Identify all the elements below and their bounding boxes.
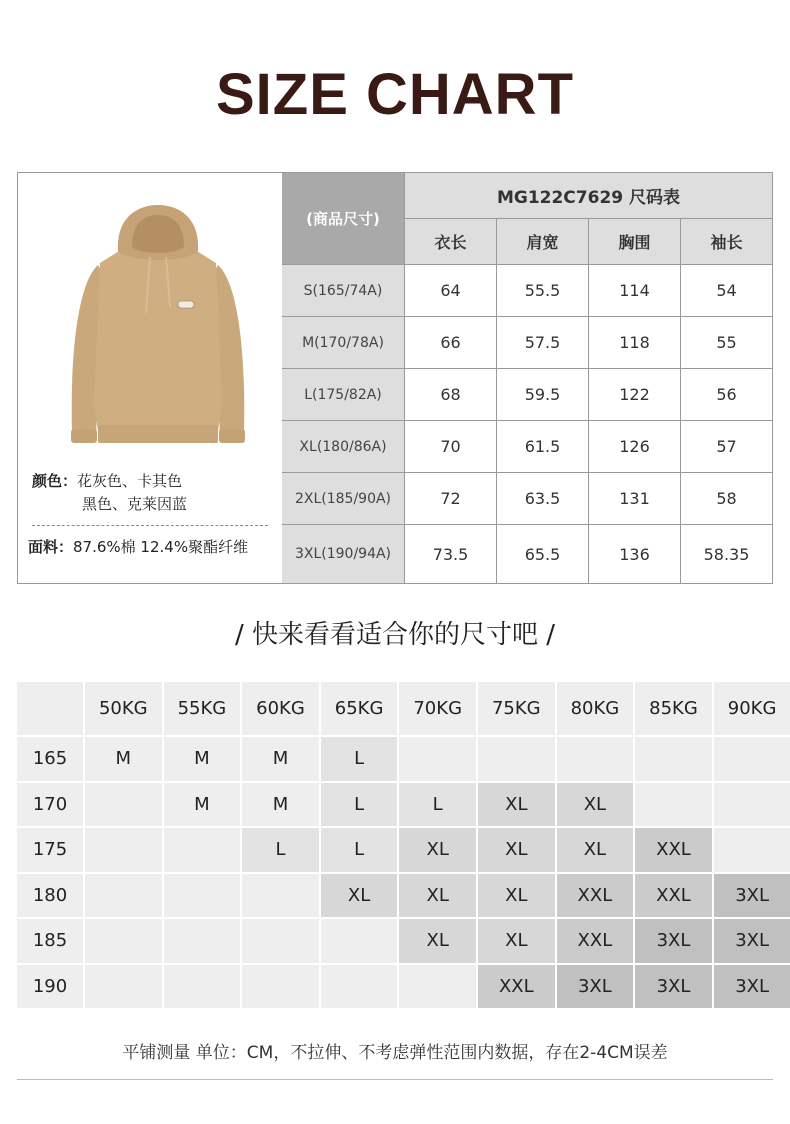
spec-value: 122 (589, 369, 681, 421)
size-cell: 3XL (714, 919, 790, 963)
weight-header: 50KG (85, 682, 162, 735)
column-header: 衣长 (405, 219, 497, 265)
size-cell: 3XL (635, 919, 712, 963)
size-cell: M (164, 783, 241, 827)
size-cell: 3XL (714, 874, 790, 918)
size-cell: XL (478, 919, 555, 963)
weight-header: 80KG (557, 682, 634, 735)
empty-cell (242, 874, 319, 918)
spec-value: 55.5 (497, 265, 589, 317)
empty-cell (242, 919, 319, 963)
size-cell: L (321, 828, 398, 872)
spec-value: 131 (589, 473, 681, 525)
height-label: 180 (17, 874, 83, 918)
spec-value: 57.5 (497, 317, 589, 369)
empty-cell (85, 828, 162, 872)
colors-info (32, 470, 187, 516)
empty-cell (164, 965, 241, 1009)
colors-label: 颜色： (32, 472, 78, 490)
height-label: 175 (17, 828, 83, 872)
empty-cell (164, 919, 241, 963)
weight-header: 85KG (635, 682, 712, 735)
size-cell: XXL (557, 919, 634, 963)
subtitle: / 快来看看适合你的尺寸吧 / (234, 620, 556, 650)
product-panel (18, 173, 283, 583)
size-cell: M (242, 783, 319, 827)
spec-value: 63.5 (497, 473, 589, 525)
size-cell: XL (478, 874, 555, 918)
spec-value: 65.5 (497, 525, 589, 583)
empty-cell (164, 874, 241, 918)
height-label: 165 (17, 737, 83, 781)
size-cell: XL (478, 783, 555, 827)
empty-cell (714, 737, 790, 781)
size-cell: XXL (557, 874, 634, 918)
empty-cell (714, 783, 790, 827)
size-cell: 3XL (635, 965, 712, 1009)
size-cell: XL (399, 828, 476, 872)
empty-cell (321, 919, 398, 963)
height-label: 170 (17, 783, 83, 827)
spec-table (17, 172, 773, 584)
size-cell: XL (557, 828, 634, 872)
measure-note: 平铺测量 单位：CM，不拉伸、不考虑弹性范围内数据，存在2-4CM误差 (122, 1043, 668, 1063)
spec-value: 70 (405, 421, 497, 473)
spec-value: 61.5 (497, 421, 589, 473)
size-row-label: XL(180/86A) (282, 421, 405, 473)
spec-value: 72 (405, 473, 497, 525)
spec-value: 66 (405, 317, 497, 369)
empty-cell (164, 828, 241, 872)
empty-cell (321, 965, 398, 1009)
model-header: MG122C7629 尺码表 (405, 173, 772, 219)
spec-value: 58.35 (703, 544, 750, 564)
size-cell: M (242, 737, 319, 781)
spec-value: 55 (681, 317, 772, 369)
size-cell: L (321, 783, 398, 827)
material-value: 87.6%棉 12.4%聚酯纤维 (73, 538, 249, 556)
size-cell: L (399, 783, 476, 827)
size-cell: XL (321, 874, 398, 918)
hoodie-image (58, 203, 258, 463)
spec-value: 73.5 (405, 525, 497, 583)
empty-cell (242, 965, 319, 1009)
spec-value: 64 (405, 265, 497, 317)
spec-value: 54 (681, 265, 772, 317)
colors-line1: 花灰色、卡其色 (77, 472, 183, 490)
spec-value: 59.5 (497, 369, 589, 421)
size-cell: XL (478, 828, 555, 872)
spec-value: 114 (589, 265, 681, 317)
height-label: 190 (17, 965, 83, 1009)
material-info (28, 536, 248, 557)
spec-value: 126 (589, 421, 681, 473)
page-title: SIZE CHART (216, 62, 574, 127)
empty-cell (85, 965, 162, 1009)
spec-value: 56 (681, 369, 772, 421)
empty-cell (85, 783, 162, 827)
height-label: 185 (17, 919, 83, 963)
weight-header: 75KG (478, 682, 555, 735)
size-cell: XXL (635, 828, 712, 872)
spec-value: 118 (589, 317, 681, 369)
size-cell: XL (399, 874, 476, 918)
corner-cell (17, 682, 83, 735)
empty-cell (557, 737, 634, 781)
empty-cell (399, 965, 476, 1009)
bottom-divider (17, 1079, 773, 1080)
size-cell: 3XL (714, 965, 790, 1009)
empty-cell (478, 737, 555, 781)
size-row-label: 2XL(185/90A) (282, 473, 405, 525)
size-row-label: S(165/74A) (282, 265, 405, 317)
column-header: 袖长 (681, 219, 772, 265)
spec-value: 58 (681, 473, 772, 525)
divider (32, 525, 268, 526)
weight-header: 65KG (321, 682, 398, 735)
size-row-label: 3XL(190/94A) (282, 525, 405, 583)
spec-value: 68 (405, 369, 497, 421)
weight-header: 90KG (714, 682, 790, 735)
size-cell: XXL (478, 965, 555, 1009)
size-row-label: M(170/78A) (282, 317, 405, 369)
colors-line2: 黑色、克莱因蓝 (82, 495, 188, 513)
size-cell: M (164, 737, 241, 781)
column-header: 胸围 (589, 219, 681, 265)
size-header: (商品尺寸) (282, 173, 405, 265)
empty-cell (635, 737, 712, 781)
material-label: 面料： (28, 538, 74, 556)
spec-value: 136 (589, 525, 681, 583)
size-row-label: L(175/82A) (282, 369, 405, 421)
column-header: 肩宽 (497, 219, 589, 265)
size-cell: XL (557, 783, 634, 827)
weight-header: 60KG (242, 682, 319, 735)
empty-cell (635, 783, 712, 827)
weight-header: 55KG (164, 682, 241, 735)
size-cell: XXL (635, 874, 712, 918)
empty-cell (85, 874, 162, 918)
empty-cell (85, 919, 162, 963)
size-cell: XL (399, 919, 476, 963)
size-cell: L (242, 828, 319, 872)
size-cell: M (85, 737, 162, 781)
empty-cell (399, 737, 476, 781)
weight-header: 70KG (399, 682, 476, 735)
size-cell: 3XL (557, 965, 634, 1009)
size-cell: L (321, 737, 398, 781)
empty-cell (714, 828, 790, 872)
spec-value: 57 (681, 421, 772, 473)
